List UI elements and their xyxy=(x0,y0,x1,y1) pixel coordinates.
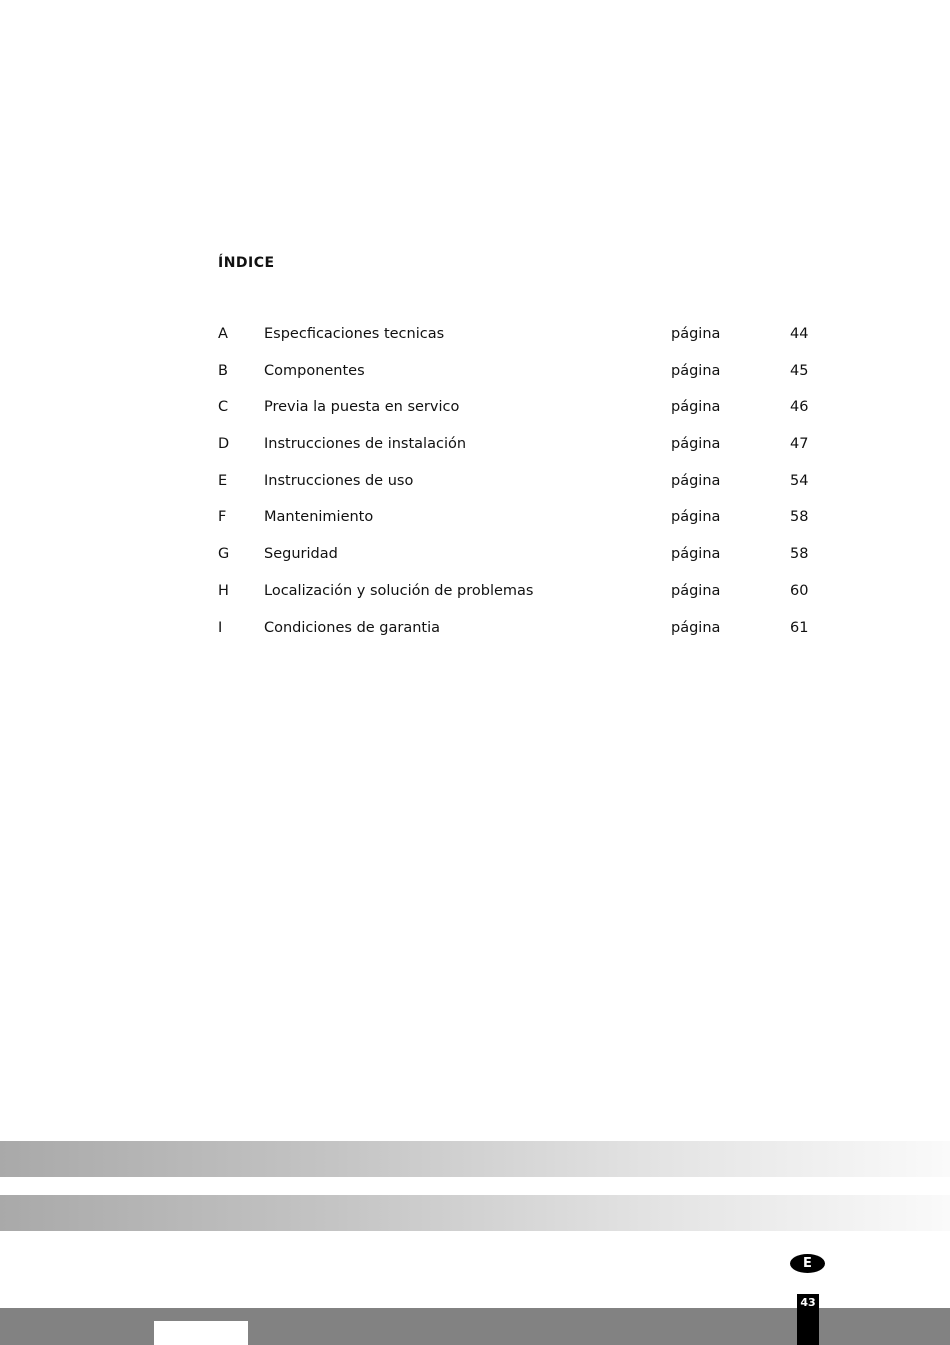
toc-page-number: 58 xyxy=(790,546,809,563)
toc-title: Condiciones de garantia xyxy=(264,619,441,636)
page-title: ÍNDICE xyxy=(218,255,275,271)
toc-page-word: página xyxy=(671,472,721,489)
table-of-contents xyxy=(218,326,818,656)
toc-page-number: 58 xyxy=(790,509,809,526)
toc-letter: F xyxy=(218,509,227,526)
toc-title: Seguridad xyxy=(264,546,338,563)
decorative-band-lower xyxy=(0,1195,950,1231)
toc-entry-a xyxy=(218,326,818,363)
toc-entry-c xyxy=(218,399,818,436)
toc-page-number: 60 xyxy=(790,582,809,599)
toc-letter: C xyxy=(218,399,229,416)
toc-page-number: 44 xyxy=(790,326,809,342)
toc-entry-h xyxy=(218,583,818,620)
toc-title: Mantenimiento xyxy=(264,509,374,526)
toc-page-word: página xyxy=(671,436,721,453)
toc-letter: B xyxy=(218,362,228,379)
toc-letter: H xyxy=(218,582,229,599)
page-number-tab xyxy=(797,1294,819,1345)
toc-page-number: 54 xyxy=(790,472,809,489)
toc-page-word: página xyxy=(671,509,721,526)
toc-entry-i xyxy=(218,620,818,657)
toc-page-word: página xyxy=(671,582,721,599)
toc-page-word: página xyxy=(671,326,721,342)
toc-page-word: página xyxy=(671,546,721,563)
toc-title: Instrucciones de instalación xyxy=(264,436,467,453)
toc-title: Previa la puesta en servico xyxy=(264,399,460,416)
toc-title: Localización y solución de problemas xyxy=(264,582,534,599)
decorative-band-upper xyxy=(0,1141,950,1177)
page-number: 43 xyxy=(800,1296,816,1309)
toc-letter: E xyxy=(218,472,228,489)
toc-entry-f xyxy=(218,509,818,546)
toc-entry-e xyxy=(218,473,818,510)
toc-letter: D xyxy=(218,436,230,453)
toc-title: Instrucciones de uso xyxy=(264,472,414,489)
toc-page-word: página xyxy=(671,399,721,416)
toc-page-number: 46 xyxy=(790,399,809,416)
toc-title: Componentes xyxy=(264,362,365,379)
footer-white-box xyxy=(154,1321,248,1345)
language-badge: E xyxy=(790,1254,825,1273)
toc-page-word: página xyxy=(671,362,721,379)
toc-title: Especficaciones tecnicas xyxy=(264,326,445,342)
toc-entry-g xyxy=(218,546,818,583)
toc-page-number: 45 xyxy=(790,362,809,379)
toc-letter: I xyxy=(218,619,223,636)
toc-letter: G xyxy=(218,546,230,563)
toc-letter: A xyxy=(218,326,228,342)
toc-page-number: 47 xyxy=(790,436,809,453)
toc-page-number: 61 xyxy=(790,619,809,636)
toc-page-word: página xyxy=(671,619,721,636)
toc-entry-d xyxy=(218,436,818,473)
toc-entry-b xyxy=(218,363,818,400)
